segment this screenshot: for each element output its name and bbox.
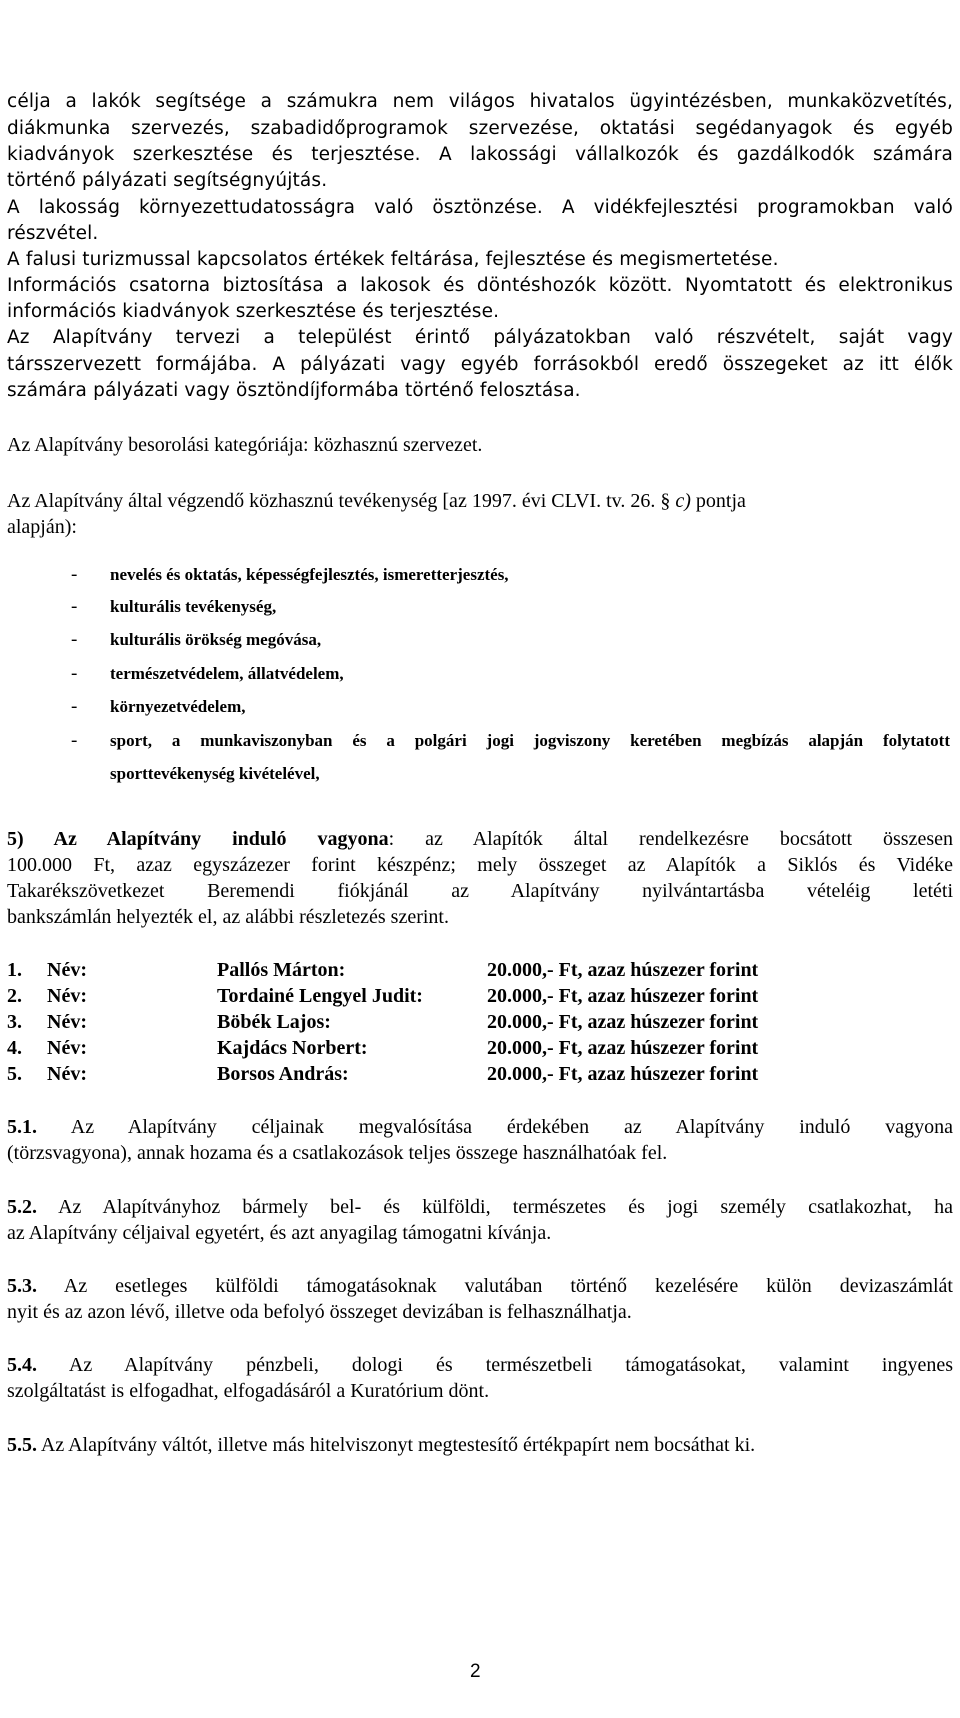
- clause-text: Az Alapítvány céljainak megvalósítása érdekében az Alapítvány induló vagyona: [37, 1116, 953, 1138]
- list-dash: -: [71, 696, 78, 717]
- list-item-text: természetvédelem, állatvédelem,: [110, 664, 344, 683]
- row-name: Tordainé Lengyel Judit:: [217, 985, 423, 1007]
- row-label: Név:: [47, 985, 87, 1007]
- clause-line: szolgáltatást is elfogadhat, elfogadásáról a Kuratórium dönt.: [7, 1380, 490, 1402]
- assets-heading: 5) Az Alapítvány induló vagyona: [7, 828, 389, 850]
- list-dash: -: [71, 596, 78, 617]
- clause-number: 5.2.: [7, 1196, 37, 1218]
- row-number: 1.: [7, 959, 22, 981]
- clause-line: [7, 1114, 953, 1140]
- list-dash: -: [71, 663, 78, 684]
- list-dash: -: [71, 564, 78, 585]
- clause-line: nyit és az azon lévő, illetve oda befolyó összeget devizában is felhasználhatja.: [7, 1301, 632, 1323]
- row-name: Pallós Márton:: [217, 959, 346, 981]
- row-amount: 20.000,- Ft, azaz húszezer forint: [487, 1063, 759, 1085]
- text-line: diákmunka szervezés, szabadidőprogramok szervezése, oktatási segédanyagok és egyéb: [7, 118, 953, 139]
- text-line: Takarékszövetkezet Beremendi fiókjánál az Alapítvány nyilvántartásba vételéig letéti: [7, 880, 953, 902]
- list-item-text: nevelés és oktatás, képességfejlesztés, ismeretterjesztés,: [110, 565, 509, 584]
- clause-number: 5.1.: [7, 1116, 37, 1138]
- list-item-text: kulturális tevékenység,: [110, 597, 277, 616]
- row-number: 4.: [7, 1037, 22, 1059]
- activity-intro-end: pontja: [690, 490, 746, 512]
- page-number: 2: [470, 1661, 481, 1682]
- text-line: A falusi turizmussal kapcsolatos értékek feltárása, fejlesztése és megismertetése.: [7, 249, 779, 270]
- row-label: Név:: [47, 959, 87, 981]
- list-dash: -: [71, 629, 78, 650]
- text-line: bankszámlán helyezték el, az alábbi részletezés szerint.: [7, 906, 449, 928]
- clause-line: [7, 1352, 953, 1378]
- classification-line: Az Alapítvány besorolási kategóriája: közhasznú szervezet.: [7, 434, 483, 456]
- assets-heading-line: [7, 826, 953, 852]
- clause-number: 5.3.: [7, 1275, 37, 1297]
- section-sign: §: [660, 490, 671, 512]
- row-name: Böbék Lajos:: [217, 1011, 331, 1033]
- clause-line: az Alapítvány céljaival egyetért, és azt anyagilag támogatni kívánja.: [7, 1222, 552, 1244]
- clause-text: Az Alapítvány váltót, illetve más hitelviszonyt megtestesítő értékpapírt nem bocsáthat ki.: [37, 1434, 756, 1456]
- text-line: célja a lakók segítsége a számukra nem világos hivatalos ügyintézésben, munkaközvetítés,: [7, 91, 953, 112]
- activity-intro-main: Az Alapítvány által végzendő közhasznú tevékenység [az 1997. évi CLVI. tv. 26.: [7, 490, 661, 512]
- list-item-continuation: sporttevékenység kivételével,: [110, 764, 320, 783]
- row-number: 3.: [7, 1011, 22, 1033]
- list-item-text: sport, a munkaviszonyban és a polgári jogi jogviszony keretében megbízás alapján folytatott: [110, 731, 950, 750]
- clause-line: (törzsvagyona), annak hozama és a csatlakozások teljes összege használhatóak fel.: [7, 1142, 668, 1164]
- text-line: történő pályázati segítségnyújtás.: [7, 170, 328, 191]
- row-amount: 20.000,- Ft, azaz húszezer forint: [487, 1011, 759, 1033]
- text-line: Információs csatorna biztosítása a lakosok és döntéshozók között. Nyomtatott és elektronikus: [7, 275, 953, 296]
- clause-line: [7, 1432, 953, 1458]
- clause-number: 5.5.: [7, 1434, 37, 1456]
- text-line: számára pályázati vagy ösztöndíjformába történő felosztása.: [7, 380, 581, 401]
- list-item-text: kulturális örökség megóvása,: [110, 630, 322, 649]
- list-dash: -: [71, 730, 78, 751]
- text-line: 100.000 Ft, azaz egyszázezer forint készpénz; mely összeget az Alapítók a Siklós és Vidéke: [7, 854, 953, 876]
- text-line: A lakosság környezettudatosságra való ösztönzése. A vidékfejlesztési programokban való: [7, 197, 953, 218]
- clause-line: [7, 1273, 953, 1299]
- row-number: 2.: [7, 985, 22, 1007]
- text-line: kiadványok szerkesztése és terjesztése. A lakossági vállalkozók és gazdálkodók számára: [7, 144, 953, 165]
- row-amount: 20.000,- Ft, azaz húszezer forint: [487, 1037, 759, 1059]
- clause-text: Az Alapítványhoz bármely bel- és külföldi, természetes és jogi személy csatlakozhat, ha: [37, 1196, 953, 1218]
- activity-intro-line: [7, 488, 953, 514]
- activity-intro-italic: c): [670, 490, 691, 512]
- row-number: 5.: [7, 1063, 22, 1085]
- row-amount: 20.000,- Ft, azaz húszezer forint: [487, 959, 759, 981]
- row-name: Borsos András:: [217, 1063, 349, 1085]
- clause-number: 5.4.: [7, 1354, 37, 1376]
- clause-line: [7, 1194, 953, 1220]
- text-line: Az Alapítvány tervezi a települést érintő pályázatokban való részvételt, saját vagy: [7, 327, 953, 348]
- text-line: társszervezett formájába. A pályázati vagy egyéb forrásokból eredő összegeket az itt élők: [7, 354, 953, 375]
- text-line: részvétel.: [7, 223, 99, 244]
- row-label: Név:: [47, 1037, 87, 1059]
- row-label: Név:: [47, 1011, 87, 1033]
- row-amount: 20.000,- Ft, azaz húszezer forint: [487, 985, 759, 1007]
- list-item-text: környezetvédelem,: [110, 697, 246, 716]
- row-name: Kajdács Norbert:: [217, 1037, 368, 1059]
- assets-heading-rest: : az Alapítók által rendelkezésre bocsátott összesen: [388, 828, 954, 850]
- text-line: információs kiadványok szerkesztése és terjesztése.: [7, 301, 500, 322]
- activity-intro-line2: alapján):: [7, 516, 77, 538]
- clause-text: Az Alapítvány pénzbeli, dologi és természetbeli támogatásokat, valamint ingyenes: [37, 1354, 953, 1376]
- row-label: Név:: [47, 1063, 87, 1085]
- clause-text: Az esetleges külföldi támogatásoknak valutában történő kezelésére külön devizaszámlát: [37, 1275, 953, 1297]
